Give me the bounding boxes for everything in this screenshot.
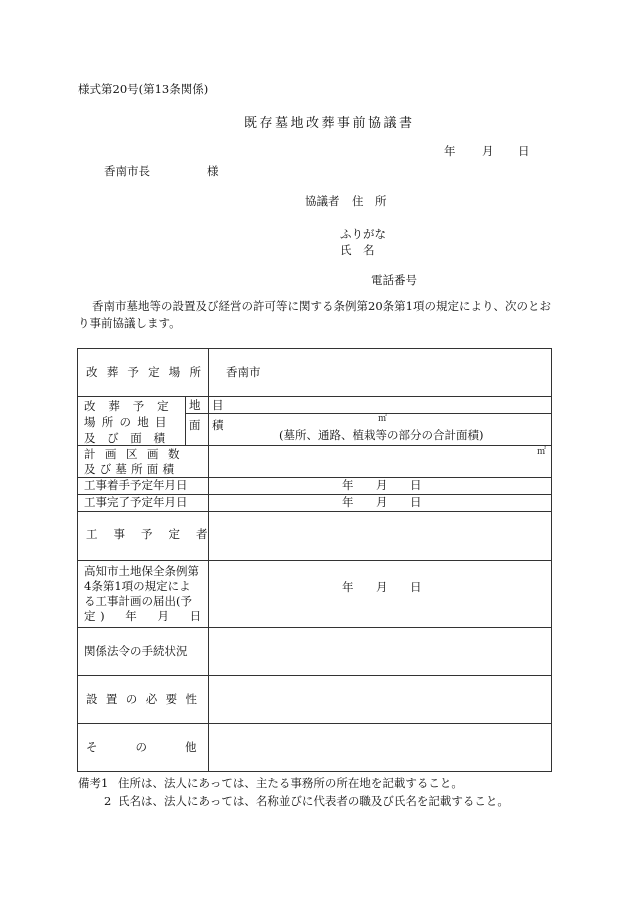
row-divider <box>78 560 551 561</box>
work-start-month: 月 <box>376 478 388 492</box>
form-number: 様式第20号(第13条関係) <box>78 82 209 96</box>
work-start-day: 日 <box>410 478 422 492</box>
land-label-line-3: 及 び 面 積 <box>84 431 169 445</box>
plan-area-line-1: 計画区画数 <box>84 447 189 461</box>
ordinance-line-3: る工事計画の届出(予 <box>84 594 192 608</box>
related-law-label: 関係法令の手続状況 <box>84 644 188 658</box>
consultation-table <box>77 348 552 772</box>
column-divider <box>185 396 186 445</box>
land-label-line-2: 場 所 の 地 目 <box>84 415 168 429</box>
row-divider <box>78 445 551 446</box>
row-divider <box>78 511 551 512</box>
date-month-label: 月 <box>482 144 494 158</box>
date-day-label: 日 <box>518 144 530 158</box>
area-note: (墓所、通路、植栽等の部分の合計面積) <box>279 428 484 442</box>
date-year-label: 年 <box>444 144 456 158</box>
ordinance-line-1: 高知市土地保全条例第 <box>84 564 199 578</box>
work-end-day: 日 <box>410 495 422 509</box>
ordinance-year: 年 <box>342 580 354 594</box>
furigana-label: ふりがな <box>340 227 386 241</box>
note-2-number: 2 <box>104 794 112 808</box>
intro-line-1: 香南市墓地等の設置及び経営の許可等に関する条例第20条第1項の規定により、次のとお <box>92 299 551 313</box>
row-divider <box>78 675 551 676</box>
work-start-label: 工事着手予定年月日 <box>84 478 188 492</box>
land-label-line-1: 改 葬 予 定 <box>84 399 174 413</box>
land-category-label: 地 目 <box>189 398 224 412</box>
work-end-month: 月 <box>376 495 388 509</box>
intro-line-2: り事前協議します。 <box>78 316 181 330</box>
necessity-label: 設置の必要性 <box>86 692 206 706</box>
work-end-year: 年 <box>342 495 354 509</box>
row-divider <box>78 723 551 724</box>
relocation-site-value: 香南市 <box>226 365 261 379</box>
work-end-label: 工事完了予定年月日 <box>84 495 188 509</box>
area-label: 面 積 <box>189 418 224 432</box>
phone-label: 電話番号 <box>371 273 417 287</box>
row-divider <box>78 396 551 397</box>
row-divider <box>78 627 551 628</box>
note-2-text: 氏名は、法人にあっては、名称並びに代表者の職及び氏名を記載すること。 <box>118 794 509 808</box>
note-1-number: 備考1 <box>78 776 109 790</box>
ordinance-line-4: 定) 年 月 日 <box>84 609 206 623</box>
column-divider <box>208 349 209 771</box>
plan-area-line-2: 及び墓所面積 <box>84 462 179 476</box>
relocation-site-label-text: 改葬予定場所 <box>86 365 211 379</box>
work-start-year: 年 <box>342 478 354 492</box>
name-label: 氏 名 <box>340 243 375 257</box>
note-1-text: 住所は、法人にあっては、主たる事務所の所在地を記載すること。 <box>118 776 463 790</box>
addressee-mayor: 香南市長 <box>104 164 150 178</box>
address-label: 住 所 <box>352 194 387 208</box>
applicant-label: 協議者 <box>305 194 340 208</box>
ordinance-day: 日 <box>410 580 422 594</box>
plan-area-unit: ㎡ <box>537 447 547 457</box>
other-label: その他 <box>86 740 235 754</box>
addressee-honorific: 様 <box>207 164 219 178</box>
area-unit: ㎡ <box>378 414 388 424</box>
row-divider <box>186 413 551 414</box>
ordinance-month: 月 <box>376 580 388 594</box>
ordinance-line-2: 4条第1項の規定によ <box>84 579 191 593</box>
contractor-label: 工事予定者 <box>86 527 224 541</box>
relocation-site-label <box>86 365 211 379</box>
document-title: 既存墓地改葬事前協議書 <box>244 116 415 131</box>
